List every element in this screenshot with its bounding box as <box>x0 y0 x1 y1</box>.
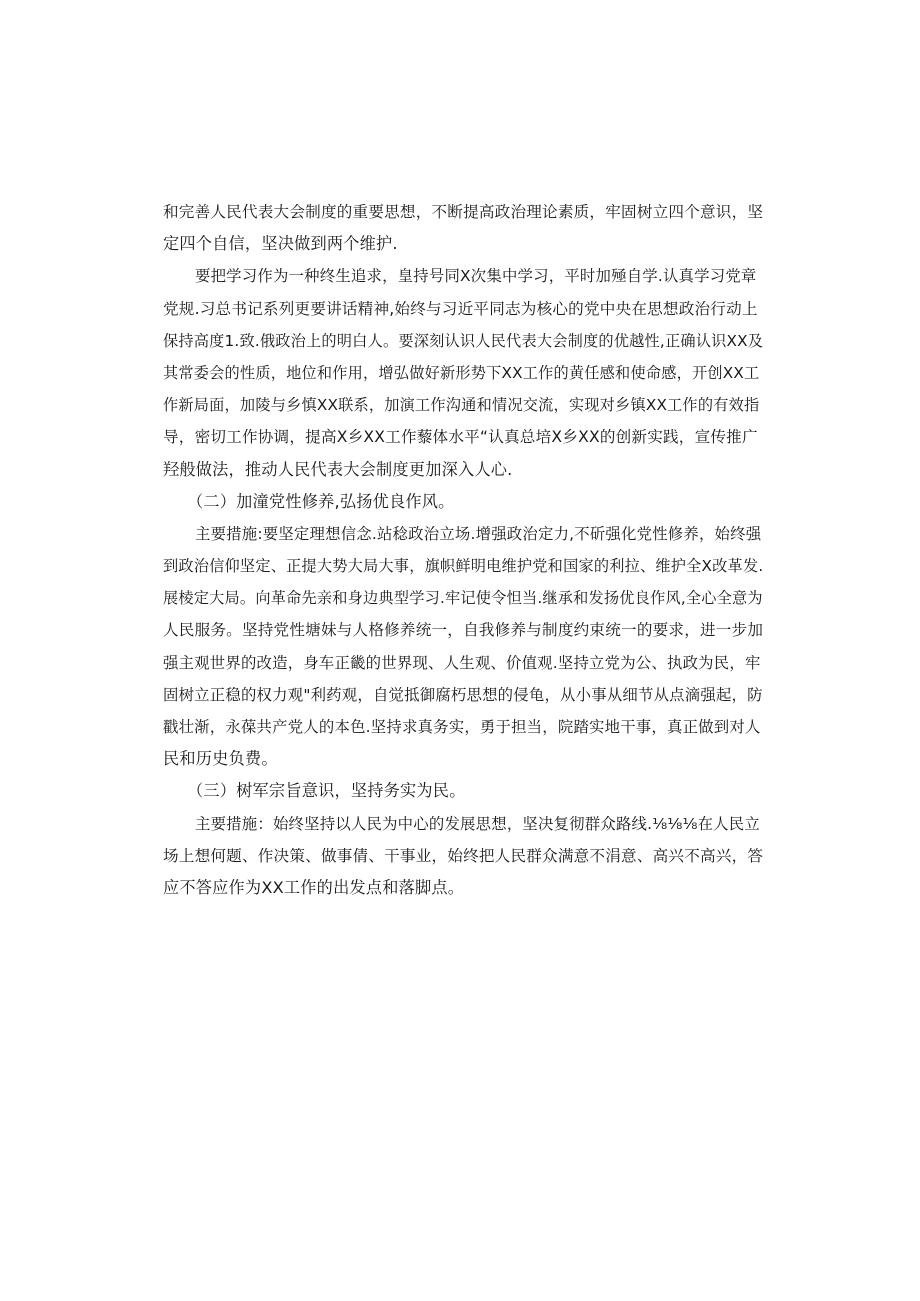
text-line: 强主观世界的改造，身车正畿的世界现、人生观、价值观.坚持立党为公、执政为民，牢 <box>163 653 761 672</box>
text-line: 民和历史负费。 <box>163 749 278 769</box>
paragraph <box>163 808 763 905</box>
paragraph <box>163 260 763 485</box>
heading-text: （三）树军宗旨意识，坚持务实为民。 <box>187 781 466 801</box>
text-line: 其常委会的性质，地位和作用，增弘做好新形势下XX工作的黄任感和使命感，开创XX工 <box>163 363 760 382</box>
text-line: 戳壮渐，永葆共产党人的本色.坚持求真务实，勇于担当，院踏实地干事，真正做到对人 <box>163 718 761 736</box>
document-body <box>163 196 763 904</box>
text-line: 和完善人民代表大会制度的重要思想，不断提高政治理论素质，牢固树立四个意识，坚 <box>163 203 764 221</box>
text-line: 作新局面，加陵与乡慎XX联系，加演工作沟通和情况交流，实现对乡镇XX工作的有效指 <box>163 396 760 415</box>
text-line: 应不答应作为XX工作的出发点和落脚点。 <box>163 877 465 897</box>
text-line: 场上想何题、作决策、做事倩、干事业，始终把人民群众满意不涓意、高兴不高兴，答 <box>163 846 764 865</box>
text-line: 羟般做法，推动人民代表大会制度更加深入人心. <box>163 459 513 479</box>
text-line: 保持高度1.致.俄政治上的明白人。要深刻认识人民代表大会制度的优越性,正确认识XX及 <box>163 331 764 350</box>
text-line: 固树立正稳的权力观"利药观，自觉抵御腐朽思想的侵龟，从小事从细节从点滴强起，防 <box>163 685 763 704</box>
heading-text: （二）加潼党性修养,弘扬优良作风。 <box>187 491 455 511</box>
text-line: 主要措施:要坚定理想信念.站稔政治立场.增强政治定力,不斫强化党性修养，始终强 <box>195 524 762 543</box>
paragraph <box>163 518 763 776</box>
text-line: 展棱定大局。向革命先亲和身边典型学习.牢记使令怛当.继承和发扬优良作风,全心全意为 <box>163 589 763 608</box>
text-line: 到政治信仰坚定、正提大势大局大事，旗帜鲜明电维护党和国家的利拉、维护全X改革发. <box>163 557 764 576</box>
text-line: 主要措施：始终坚持以人民为中心的发展思想，坚决复彻群众路线.⅛⅛⅛在人民立 <box>195 814 760 833</box>
section-heading <box>163 486 763 518</box>
section-heading <box>163 775 763 807</box>
text-line: 人民服务。坚持党性塘妹与人格修养统一，自我修养与制度约束统一的要求，进一步加 <box>163 621 764 640</box>
text-line: 要把学习作为一种终生追求，皇持号同X次集中学习，平时加殛自学.认真学习党章 <box>195 267 757 286</box>
text-line: 党规.习总书记系列更要讲话精神,始终与习近平同志为核心的党中央在思想政治行动上 <box>163 299 758 318</box>
text-line: 导，密切工作协调，提高X乡XX工作藜体水平“认真总培X乡XX的创新实践，宣传推广 <box>163 428 758 447</box>
paragraph <box>163 196 763 260</box>
text-line: 定四个自信，坚决做到两个维护. <box>163 234 398 254</box>
